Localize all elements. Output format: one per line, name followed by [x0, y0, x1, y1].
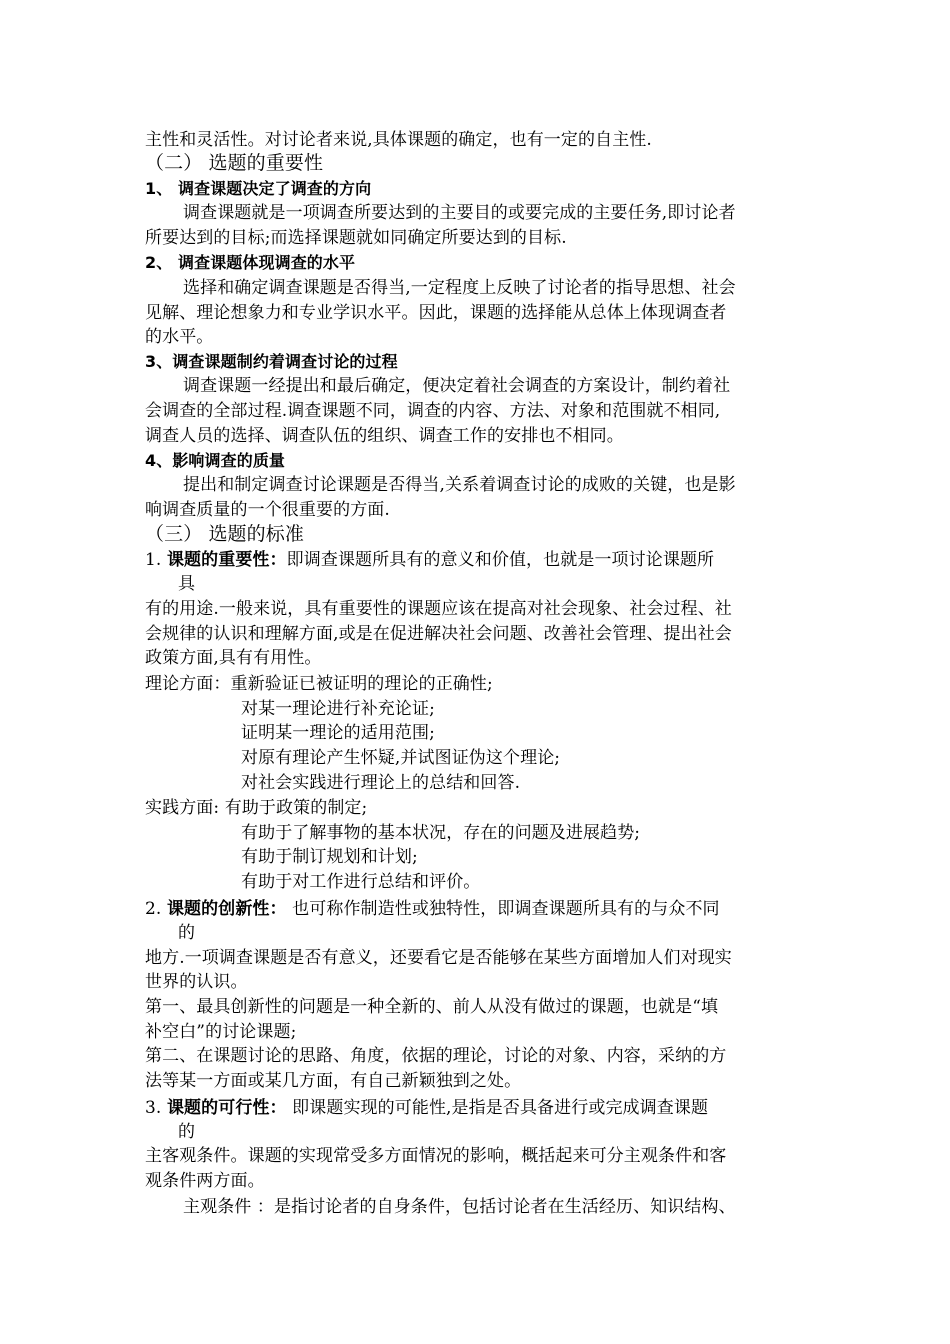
list-number: 3. [145, 1098, 162, 1118]
paragraph-line: 观条件两方面。 [145, 1171, 265, 1191]
subheading-level: 2、 调查课题体现调查的水平 [145, 253, 356, 272]
criterion-importance [145, 548, 714, 572]
criterion-feasibility [145, 1096, 708, 1120]
criterion-text: 即课题实现的可能性,是指是否具备进行或完成调查课题 [286, 1098, 709, 1118]
paragraph-line: 调查人员的选择、调查队伍的组织、调查工作的安排也不相同。 [145, 426, 624, 446]
section-heading-criteria: （三） 选题的标准 [145, 523, 304, 545]
paragraph-line: 主客观条件。课题的实现常受多方面情况的影响，概括起来可分主观条件和客 [145, 1146, 727, 1166]
list-practice-label: 实践方面: 有助于政策的制定; [145, 798, 368, 818]
paragraph-line: 政策方面,具有有用性。 [145, 648, 322, 668]
subheading-quality: 4、影响调查的质量 [145, 451, 286, 470]
paragraph-line: 法等某一方面或某几方面，有自己新颖独到之处。 [145, 1071, 522, 1091]
paragraph-line: 提出和制定调查讨论课题是否得当,关系着调查讨论的成败的关键，也是影 [183, 475, 736, 495]
paragraph-line: 的水平。 [145, 327, 214, 347]
list-item: 对原有理论产生怀疑,并试图证伪这个理论; [241, 748, 561, 768]
list-item: 有助于对工作进行总结和评价。 [241, 872, 481, 892]
list-item: 对社会实践进行理论上的总结和回答. [241, 773, 521, 793]
list-number: 2. [145, 899, 162, 919]
paragraph-line: 调查课题一经提出和最后确定，便决定着社会调查的方案设计，制约着社 [183, 376, 731, 396]
list-item: 证明某一理论的适用范围; [241, 723, 435, 743]
paragraph-line: 补空白”的讨论课题; [145, 1022, 297, 1042]
list-item: 有助于制订规划和计划; [241, 847, 418, 867]
list-item: 对某一理论进行补充论证; [241, 699, 435, 719]
list-item: 有助于了解事物的基本状况，存在的问题及进展趋势; [241, 823, 641, 843]
criterion-text: 即调查课题所具有的意义和价值，也就是一项讨论课题所 [286, 550, 715, 570]
paragraph-line: 第一、最具创新性的问题是一种全新的、前人从没有做过的课题，也就是“填 [145, 997, 719, 1017]
paragraph-line: 的 [178, 923, 196, 943]
paragraph-line: 具 [178, 574, 196, 594]
paragraph-line: 地方.一项调查课题是否有意义，还要看它是否能够在某些方面增加人们对现实 [145, 948, 732, 968]
criterion-innovation [145, 897, 720, 921]
paragraph-line: 所要达到的目标;而选择课题就如同确定所要达到的目标. [145, 228, 567, 248]
criterion-title: 课题的重要性： [166, 550, 287, 570]
paragraph-line: 世界的认识。 [145, 972, 248, 992]
paragraph-line: 响调查质量的一个很重要的方面. [145, 500, 390, 520]
paragraph-line: 会调查的全部过程.调查课题不同，调查的内容、方法、对象和范围就不相同, [145, 401, 721, 421]
paragraph-line: 的 [178, 1122, 196, 1142]
list-theory-label: 理论方面：重新验证已被证明的理论的正确性; [145, 674, 493, 694]
paragraph-line: 主观条件 ：是指讨论者的自身条件，包括讨论者在生活经历、知识结构、 [183, 1197, 736, 1217]
criterion-title: 课题的创新性： [166, 899, 287, 919]
list-number: 1. [145, 550, 162, 570]
subheading-process: 3、调查课题制约着调查讨论的过程 [145, 352, 398, 371]
paragraph-line: 选择和确定调查课题是否得当,一定程度上反映了讨论者的指导思想、社会 [183, 278, 736, 298]
paragraph-line: 调查课题就是一项调查所要达到的主要目的或要完成的主要任务,即讨论者 [183, 203, 736, 223]
paragraph-line: 有的用途.一般来说，具有重要性的课题应该在提高对社会现象、社会过程、社 [145, 599, 732, 619]
criterion-text: 也可称作制造性或独特性，即调查课题所具有的与众不同 [286, 899, 720, 919]
criterion-title: 课题的可行性： [166, 1098, 287, 1118]
section-heading-importance: （二） 选题的重要性 [145, 152, 324, 174]
paragraph-line: 见解、理论想象力和专业学识水平。因此，课题的选择能从总体上体现调查者 [145, 303, 727, 323]
subheading-direction: 1、 调查课题决定了调查的方向 [145, 179, 372, 198]
paragraph-line: 主性和灵活性。对讨论者来说,具体课题的确定，也有一定的自主性. [145, 130, 652, 150]
paragraph-line: 第二、在课题讨论的思路、角度，依据的理论，讨论的对象、内容，采纳的方 [145, 1046, 727, 1066]
paragraph-line: 会规律的认识和理解方面,或是在促进解决社会问题、改善社会管理、提出社会 [145, 624, 732, 644]
